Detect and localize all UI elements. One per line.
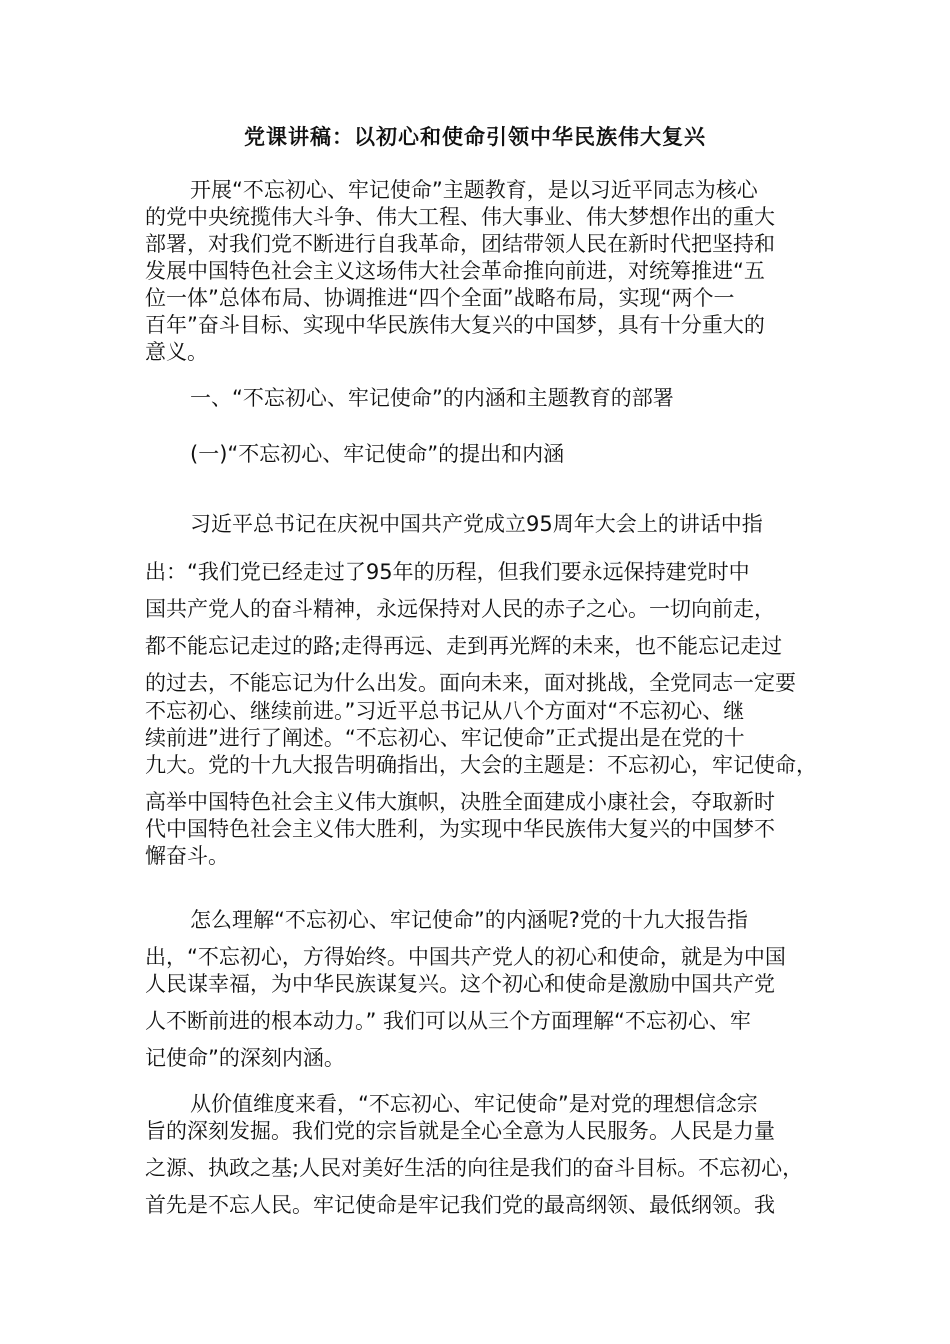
body-line: 位一体”总体布局、协调推进“四个全面”战略布局，实现“两个一 xyxy=(145,286,735,310)
body-line: 不忘初心、继续前进。”习近平总书记从八个方面对“不忘初心、继 xyxy=(145,699,745,723)
body-line: 九大。党的十九大报告明确指出，大会的主题是：不忘初心，牢记使命， xyxy=(145,753,817,777)
body-line: 的过去，不能忘记为什么出发。面向未来，面对挑战，全党同志一定要 xyxy=(145,671,796,695)
body-line: 高举中国特色社会主义伟大旗帜，决胜全面建成小康社会，夺取新时 xyxy=(145,790,775,814)
body-line: 国共产党人的奋斗精神，永远保持对人民的赤子之心。一切向前走， xyxy=(145,597,775,621)
body-line: 部署，对我们党不断进行自我革命，团结带领人民在新时代把坚持和 xyxy=(145,232,775,256)
body-line: 的党中央统揽伟大斗争、伟大工程、伟大事业、伟大梦想作出的重大 xyxy=(145,205,775,229)
section-heading: 一、“不忘初心、牢记使命”的内涵和主题教育的部署 xyxy=(190,386,674,410)
body-line: 百年”奋斗目标、实现中华民族伟大复兴的中国梦，具有十分重大的 xyxy=(145,313,765,337)
body-line: 记使命”的深刻内涵。 xyxy=(145,1046,345,1070)
body-line: 代中国特色社会主义伟大胜利，为实现中华民族伟大复兴的中国梦不 xyxy=(145,817,775,841)
body-line: 怎么理解“不忘初心、牢记使命”的内涵呢?党的十九大报告指 xyxy=(190,908,748,932)
subsection-heading: (一)“不忘初心、牢记使命”的提出和内涵 xyxy=(190,442,565,466)
body-line: 从价值维度来看，“不忘初心、牢记使命”是对党的理想信念宗 xyxy=(190,1092,758,1116)
body-line: 旨的深刻发掘。我们党的宗旨就是全心全意为人民服务。人民是力量 xyxy=(145,1119,775,1143)
body-line: 之源、执政之基;人民对美好生活的向往是我们的奋斗目标。不忘初心， xyxy=(145,1156,804,1180)
body-line: 发展中国特色社会主义这场伟大社会革命推向前进，对统筹推进“五 xyxy=(145,259,765,283)
document-title: 党课讲稿：以初心和使命引领中华民族伟大复兴 xyxy=(244,125,706,149)
body-line: 人民谋幸福，为中华民族谋复兴。这个初心和使命是激励中国共产党 xyxy=(145,972,775,996)
body-line: 续前进”进行了阐述。“不忘初心、牢记使命”正式提出是在党的十 xyxy=(145,726,745,750)
body-line: 都不能忘记走过的路;走得再远、走到再光辉的未来，也不能忘记走过 xyxy=(145,634,783,658)
body-line: 首先是不忘人民。牢记使命是牢记我们党的最高纲领、最低纲领。我 xyxy=(145,1193,775,1217)
body-line: 习近平总书记在庆祝中国共产党成立95周年大会上的讲话中指 xyxy=(190,512,763,536)
body-line: 出：“我们党已经走过了95年的历程，但我们要永远保持建党时中 xyxy=(145,560,750,584)
body-line: 意义。 xyxy=(145,340,208,364)
body-line: 懈奋斗。 xyxy=(145,844,229,868)
body-line: 人不断前进的根本动力。” 我们可以从三个方面理解“不忘初心、牢 xyxy=(145,1009,751,1033)
body-line: 开展“不忘初心、牢记使命”主题教育，是以习近平同志为核心 xyxy=(190,178,758,202)
body-line: 出，“不忘初心，方得始终。中国共产党人的初心和使命，就是为中国 xyxy=(145,945,786,969)
